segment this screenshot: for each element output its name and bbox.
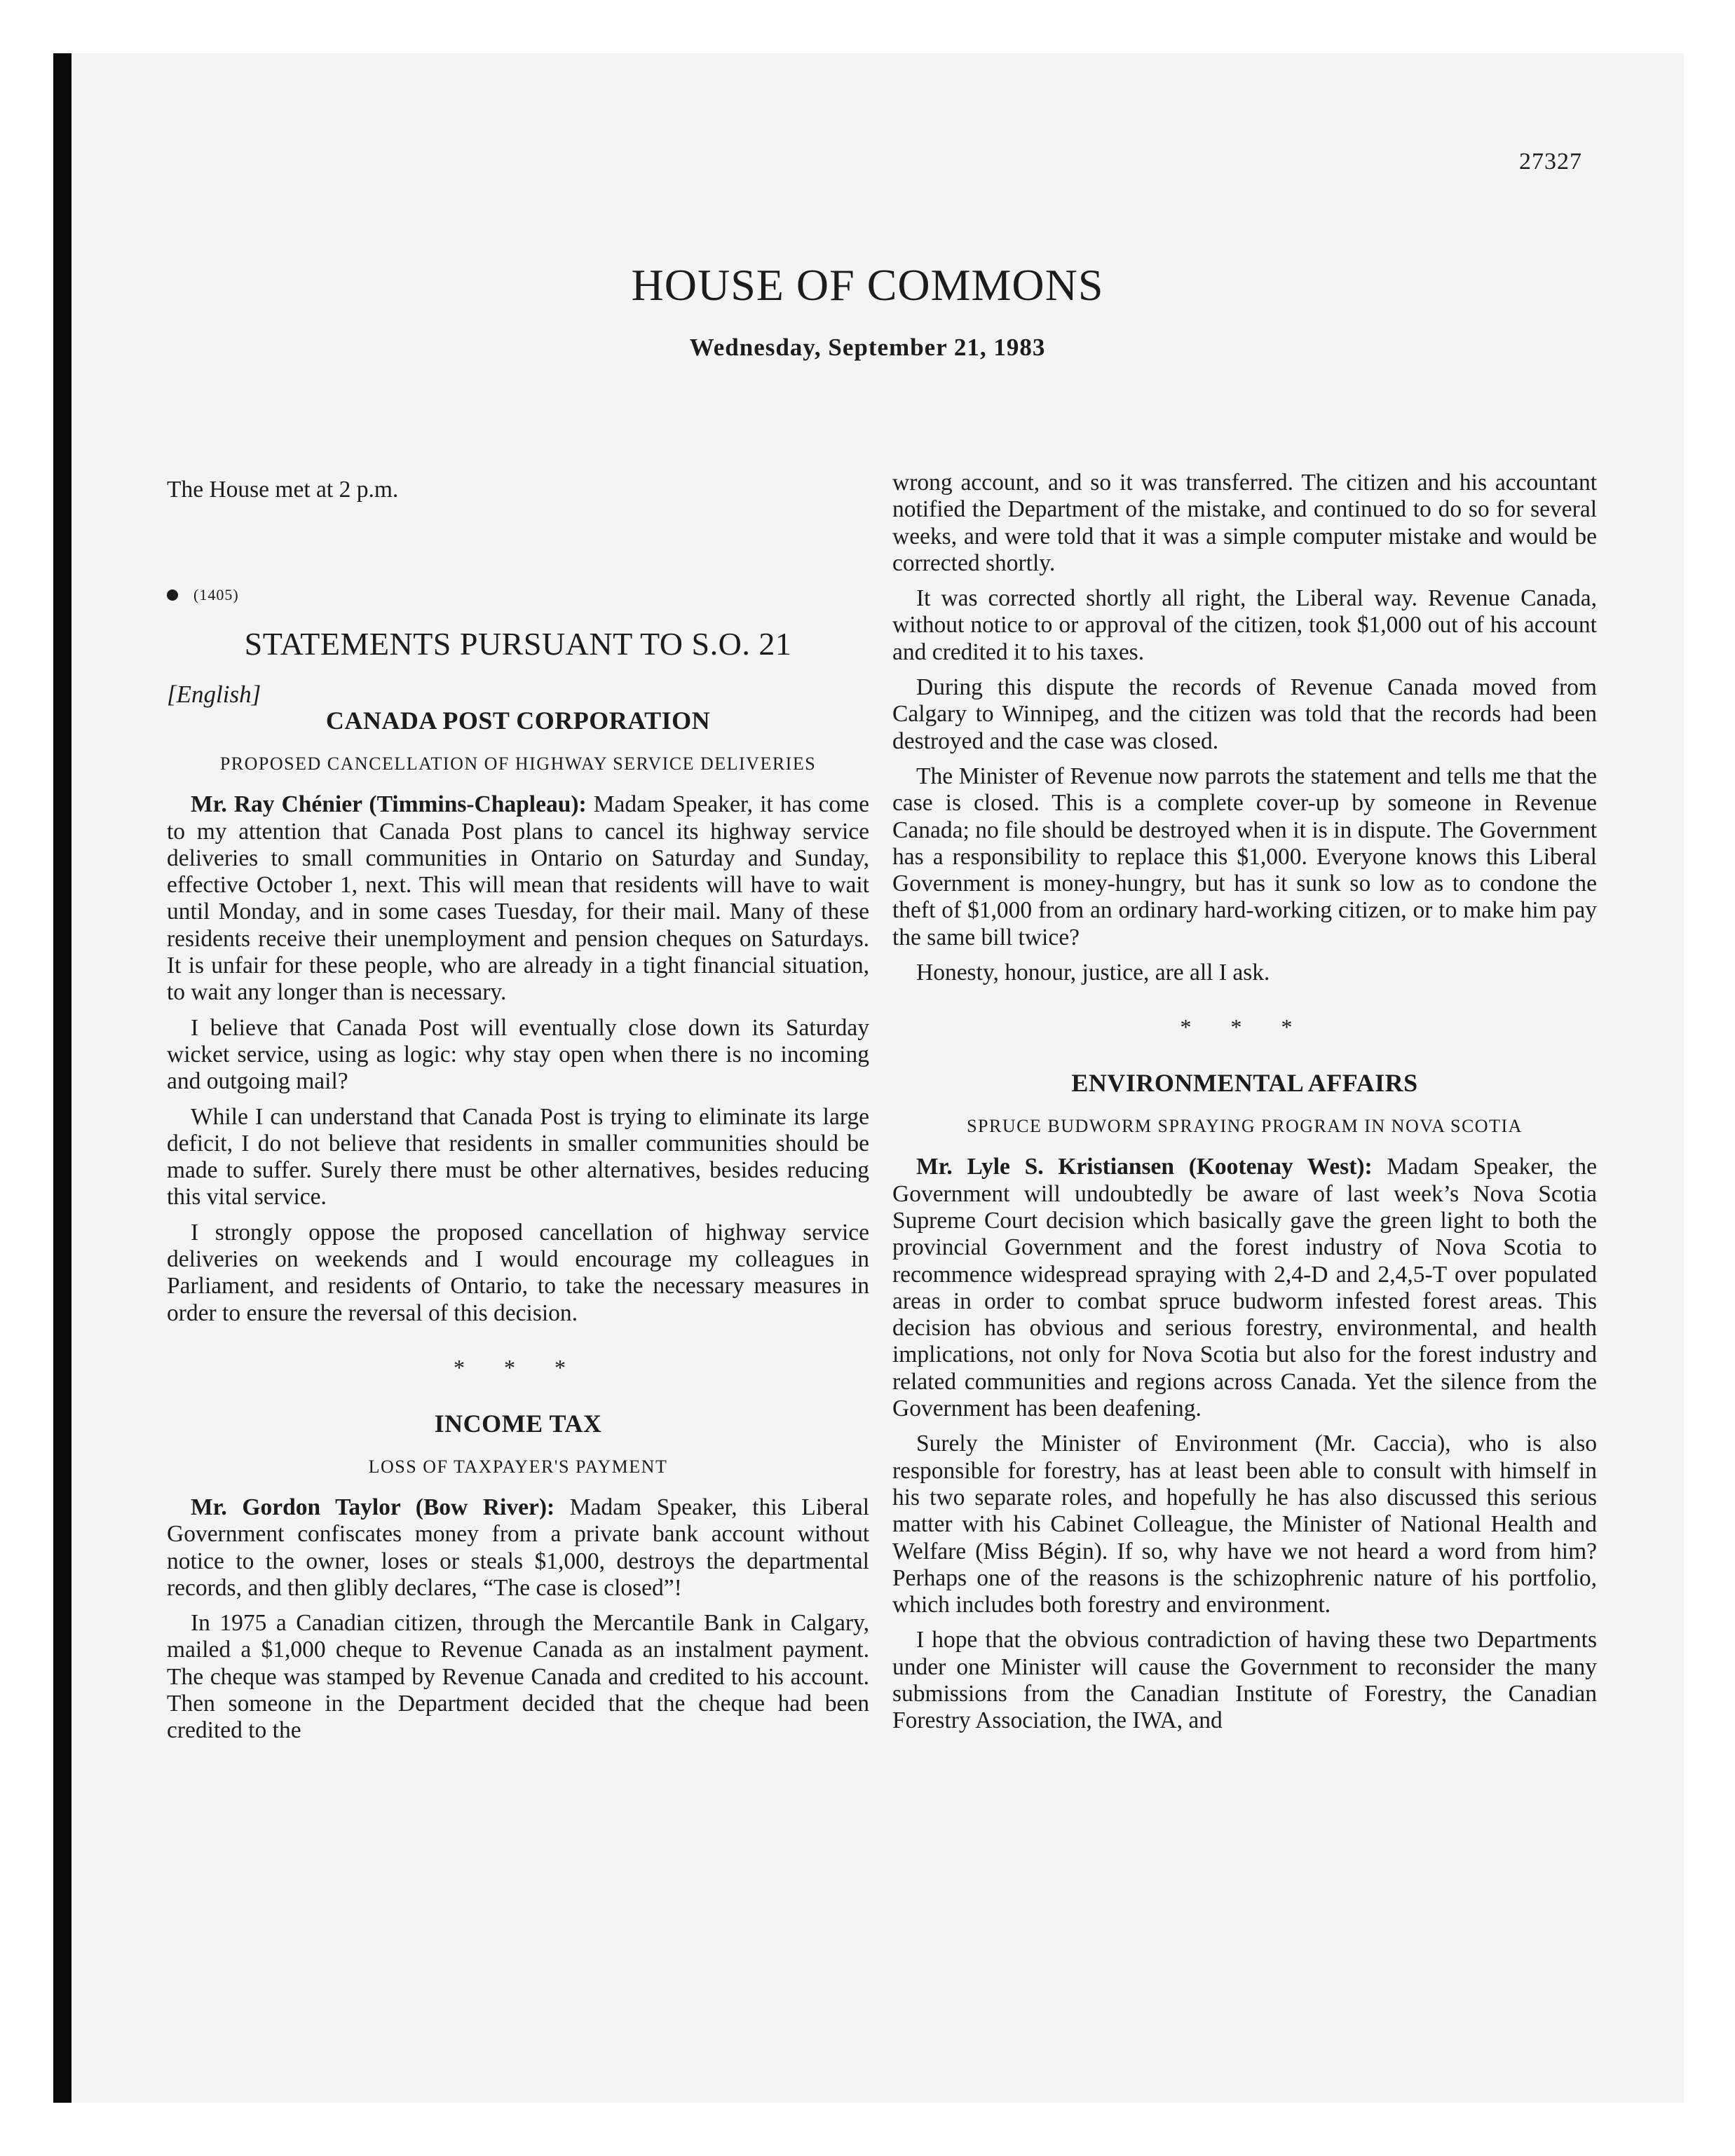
sitting-date: Wednesday, September 21, 1983 [689, 334, 1046, 361]
paragraph: During this dispute the records of Revenue Canada moved from Calgary to Winnipeg, and the citizen was told that the records had been destroyed and the case was closed. [892, 674, 1597, 754]
section-subheading: LOSS OF TAXPAYER'S PAYMENT [368, 1456, 668, 1477]
section-separator: * * * [1180, 1014, 1309, 1040]
house-title: HOUSE OF COMMONS [631, 260, 1104, 310]
paragraph: While I can understand that Canada Post is trying to eliminate its large deficit, I do not believe that residents in smaller communities should be made to suffer. Surely there must be other alternatives, besides reducing this vital service. [167, 1103, 869, 1210]
left-column [167, 470, 869, 1745]
speaker-name: Mr. Lyle S. Kristiansen (Kootenay West): [916, 1154, 1373, 1180]
paragraph: Mr. Gordon Taylor (Bow River): Madam Speaker, this Liberal Government confiscates money from a private bank account without notice to the owner, loses or steals $1,000, destroys the departmental records, and then glibly declares, “The case is closed”! [167, 1494, 870, 1601]
section-subject: ENVIRONMENTAL AFFAIRS [1071, 1069, 1418, 1098]
page-number: 27327 [1519, 149, 1582, 175]
paragraph: I believe that Canada Post will eventually close down its Saturday wicket service, using as logic: why stay open when there is no incoming and outgoing mail? [167, 1014, 869, 1095]
paragraph: Mr. Lyle S. Kristiansen (Kootenay West): Madam Speaker, the Government will undoubtedly be aware of last week’s Nova Scotia Supreme Court decision which basically gave the green light to both the provincial Government and the forest industry of Nova Scotia to recommence widespread spraying with 2,4-D and 2,4,5-T over populated areas in order to combat spruce budworm infested forest areas. This decision has obvious and serious forestry, environmental, and health implications, not only for Nova Scotia but also for the forest industry and related communities and regions across Canada. Yet the silence from the Government has been deafening. [892, 1154, 1598, 1422]
time-marker [167, 586, 869, 604]
paragraph: Honesty, honour, justice, are all I ask. [916, 960, 1270, 986]
paragraph-continued: wrong account, and so it was transferred. The citizen and his accountant notified the Department of the mistake, and continued to do so for several weeks, and were told that it was a simple computer mistake and would be corrected shortly. [892, 470, 1597, 576]
speaker-name: Mr. Ray Chénier (Timmins-Chapleau): [191, 791, 587, 818]
bullet-dot-icon [167, 589, 178, 601]
section-separator: * * * [454, 1354, 583, 1380]
section-subheading: PROPOSED CANCELLATION OF HIGHWAY SERVICE DELIVERIES [219, 753, 817, 775]
paragraph: It was corrected shortly all right, the Liberal way. Revenue Canada, without notice to or approval of the citizen, took $1,000 out of his account and credited it to his taxes. [892, 585, 1597, 665]
paragraph: Surely the Minister of Environment (Mr. Caccia), who is also responsible for forestry, has at least been able to consult with himself in his two separate roles, and hopefully he has also discussed this serious matter with his Cabinet Colleague, the Minister of National Health and Welfare (Miss Bégin). If so, why have we not heard a word from him? Perhaps one of the reasons is the schizophrenic nature of his portfolio, which includes both forestry and environment. [892, 1431, 1597, 1618]
statements-heading: STATEMENTS PURSUANT TO S.O. 21 [244, 626, 792, 662]
section-subject: CANADA POST CORPORATION [325, 707, 711, 735]
paragraph: Mr. Ray Chénier (Timmins-Chapleau): Madam Speaker, it has come to my attention that Canada Post plans to cancel its highway service deliveries to small communities in Ontario on Saturday and Sunday, effective October 1, next. This will mean that residents will have to wait until Monday, and in some cases Tuesday, for their mail. Many of these residents receive their unemployment and pension cheques on Saturdays. It is unfair for these people, who are already in a tight financial situation, to wait any longer than is necessary. [167, 791, 870, 1006]
right-column [892, 470, 1597, 1735]
sitting-start: The House met at 2 p.m. [167, 477, 399, 503]
speaker-name: Mr. Gordon Taylor (Bow River): [191, 1494, 555, 1520]
paragraph: I strongly oppose the proposed cancellation of highway service deliveries on weekends and I would encourage my colleagues in Parliament, and residents of Ontario, to take the necessary measures in order to ensure the reversal of this decision. [167, 1219, 869, 1326]
paragraph: I hope that the obvious contradiction of having these two Departments under one Minister will cause the Government to reconsider the many submissions from the Canadian Institute of Forestry, the Canadian Forestry Association, the IWA, and [892, 1627, 1597, 1734]
section-subject: INCOME TAX [434, 1409, 602, 1438]
paragraph: In 1975 a Canadian citizen, through the Mercantile Bank in Calgary, mailed a $1,000 cheque to Revenue Canada as an instalment payment. The cheque was stamped by Revenue Canada and credited to his account. Then someone in the Department decided that the cheque had been credited to the [167, 1610, 869, 1744]
paragraph: The Minister of Revenue now parrots the statement and tells me that the case is closed. This is a complete cover-up by someone in Revenue Canada; no file should be destroyed when it is in dispute. The Government has a responsibility to replace this $1,000. Everyone knows this Liberal Government is money-hungry, but has it sunk so low as to condone the theft of $1,000 from an ordinary hard-working citizen, or to make him pay the same bill twice? [892, 763, 1597, 950]
language-tag: [English] [167, 681, 261, 709]
section-subheading: SPRUCE BUDWORM SPRAYING PROGRAM IN NOVA SCOTIA [967, 1116, 1523, 1137]
time-marker-label: (1405) [193, 586, 239, 604]
